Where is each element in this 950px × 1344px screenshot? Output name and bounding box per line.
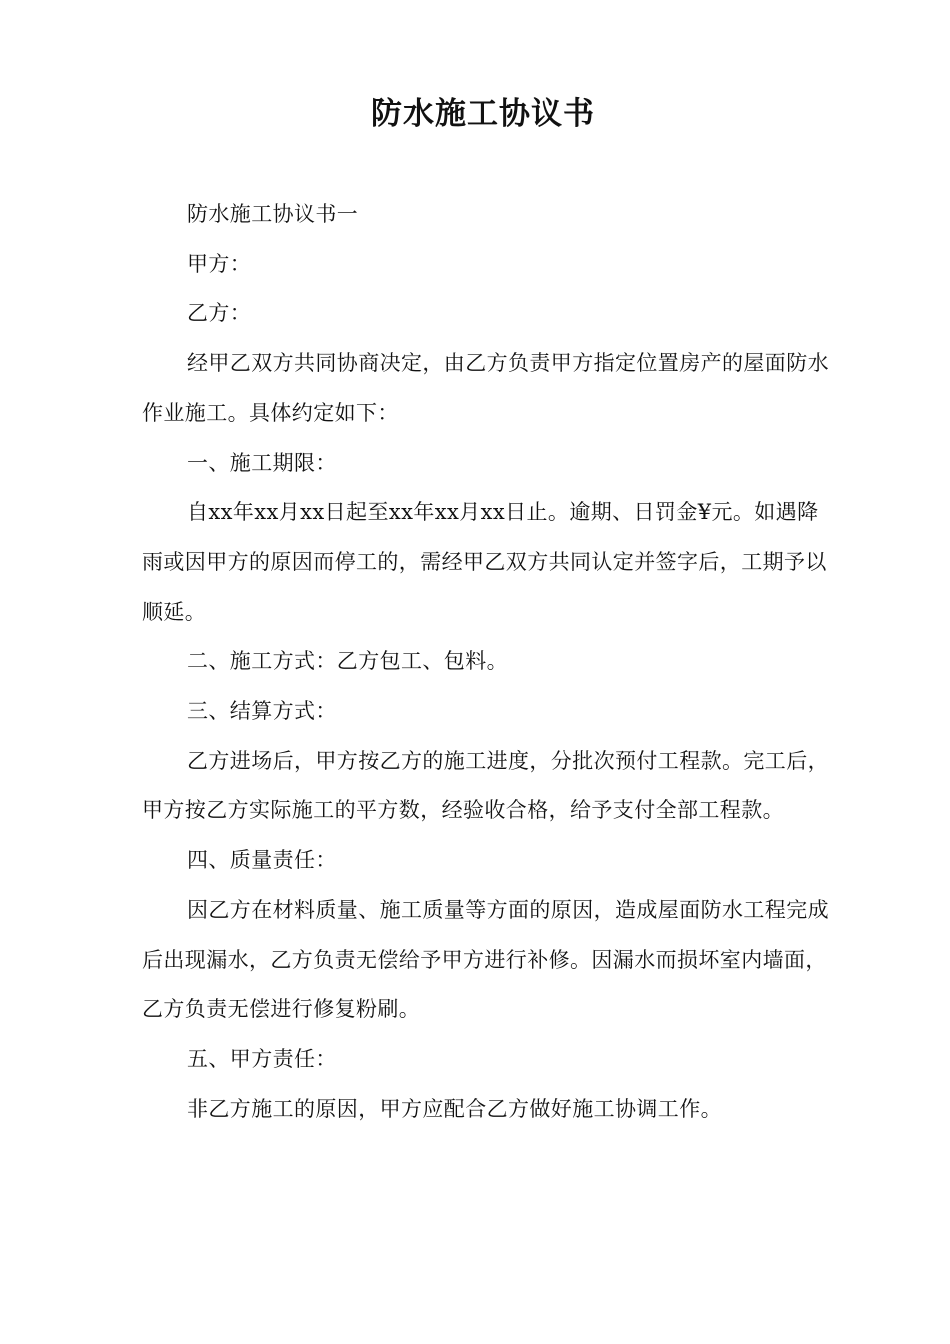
section-heading-quality: 四、质量责任： — [187, 848, 337, 873]
paragraph-period: 自xx年xx月xx日起至xx年xx月xx日止。逾期、日罚金¥元。如遇降雨或因甲方的原因而停工的，需经甲乙双方共同认定并签字后，工期予以顺延。 — [142, 500, 827, 624]
section-heading-settlement: 三、结算方式： — [187, 699, 337, 724]
document-title: 防水施工协议书 — [371, 96, 595, 132]
paragraph-settlement: 乙方进场后，甲方按乙方的施工进度，分批次预付工程款。完工后，甲方按乙方实际施工的平方数，经验收合格，给予支付全部工程款。 — [142, 748, 829, 823]
document-body — [142, 190, 832, 1134]
paragraph-quality: 因乙方在材料质量、施工质量等方面的原因，造成屋面防水工程完成后出现漏水，乙方负责无偿给予甲方进行补修。因漏水而损坏室内墙面，乙方负责无偿进行修复粉刷。 — [142, 897, 829, 1022]
paragraph-subtitle: 防水施工协议书一 — [187, 202, 359, 226]
paragraph-party-b: 乙方： — [187, 301, 252, 326]
section-heading-period: 一、施工期限： — [187, 450, 337, 475]
paragraph-intro: 经甲乙双方共同协商决定，由乙方负责甲方指定位置房产的屋面防水作业施工。具体约定如下： — [142, 351, 829, 425]
paragraph-party-a: 甲方： — [187, 251, 252, 276]
section-heading-party-a-duty: 五、甲方责任： — [187, 1046, 337, 1071]
section-heading-method: 二、施工方式：乙方包工、包料。 — [187, 649, 508, 674]
paragraph-party-a-duty: 非乙方施工的原因，甲方应配合乙方做好施工协调工作。 — [187, 1096, 722, 1121]
